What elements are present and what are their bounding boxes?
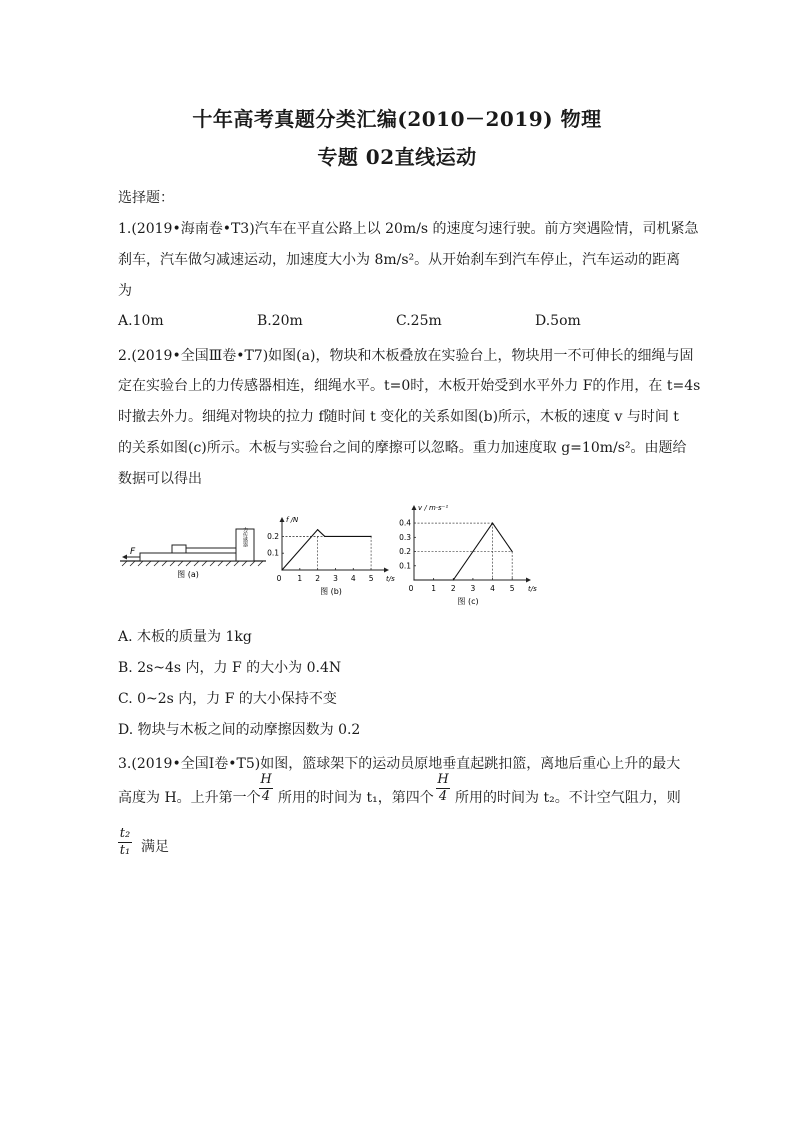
q2-line-5: 数据可以得出 [118, 471, 202, 487]
figure-b-x-axis-label: t/s [386, 575, 395, 583]
wooden-board [140, 553, 236, 561]
figure-b-series-line [282, 530, 371, 570]
q1-option-d: D.5om [535, 313, 581, 329]
q3-fraction-2-numerator: H [437, 772, 449, 787]
figure-c-y-tick-label: 0.3 [399, 532, 411, 542]
figure-c-x-tick-label: 0 [408, 584, 414, 593]
q3-fraction-1-denominator: 4 [261, 789, 271, 804]
figure-c-x-axis-arrow [526, 578, 531, 583]
figure-a-caption: 图 (a) [177, 570, 199, 579]
q3-line-2-part-b: 所用的时间为 t₁，第四个 [278, 790, 434, 806]
section-label: 选择题： [118, 190, 174, 206]
q1-line-3: 为 [118, 283, 132, 299]
q3-fraction-1 [259, 772, 273, 805]
figure-b-caption: 图 (b) [320, 587, 342, 596]
q1-option-a: A.10m [118, 313, 164, 329]
figure-c-x-tick-label: 5 [509, 584, 515, 593]
figure-b-x-tick-label: 0 [276, 574, 282, 583]
q3-fraction-3-denominator: t₁ [119, 843, 131, 858]
figure-b-y-tick-label: 0.1 [267, 548, 279, 558]
q3-line-2-part-a: 高度为 H。上升第一个 [118, 790, 261, 806]
figure-b-chart [268, 508, 394, 603]
figure-c-data-point [492, 523, 493, 524]
figure-c-y-tick-label: 0.4 [399, 518, 411, 528]
figure-b-x-tick-label: 4 [350, 574, 356, 583]
figure-c-y-axis-label: v / m·s⁻¹ [418, 504, 449, 512]
q2-option-b: B. 2s~4s 内，力 F 的大小为 0.4N [118, 660, 342, 676]
figure-c-x-tick-label: 4 [490, 584, 495, 593]
q3-fraction-3-numerator: t₂ [119, 826, 131, 841]
figure-c-x-axis-label: t/s [528, 585, 537, 593]
figure-c-x-tick-label: 2 [450, 584, 456, 593]
figure-a-diagram [118, 525, 268, 615]
figure-b-data-point [324, 536, 325, 537]
figure-c-chart [396, 500, 537, 612]
figure-c-x-tick-label: 3 [470, 584, 476, 593]
force-arrow-head [122, 555, 127, 560]
q3-line-1: 3.(2019•全国Ⅰ卷•T5)如图，篮球架下的运动员原地垂直起跳扣篮，离地后重心上升的最大 [118, 756, 681, 772]
figure-b-y-axis-arrow [280, 517, 285, 522]
figure-b-x-tick-label: 3 [333, 574, 338, 583]
q2-line-4: 的关系如图(c)所示。木板与实验台之间的摩擦可以忽略。重力加速度取 g=10m/s²。由题给 [118, 440, 687, 456]
figure-c-y-axis-arrow [412, 505, 417, 510]
figure-c-data-point [453, 579, 454, 580]
q3-fraction-3 [118, 826, 132, 859]
figure-c-y-tick-label: 0.2 [399, 547, 411, 557]
figure-b-x-tick-label: 5 [368, 574, 374, 583]
page-subtitle: 专题 02直线运动 [317, 145, 477, 169]
figure-b-x-tick-label: 2 [315, 574, 321, 583]
q3-fraction-2-denominator: 4 [438, 789, 448, 804]
q3-fraction-1-numerator: H [260, 772, 272, 787]
q1-line-2: 刹车，汽车做匀减速运动，加速度大小为 8m/s²。从开始刹车到汽车停止，汽车运动的距离 [118, 252, 681, 268]
force-label: F [130, 547, 136, 557]
figure-b-data-point [317, 529, 318, 530]
figure-c-x-tick-label: 1 [431, 584, 437, 593]
figure-b-data-point [281, 569, 282, 570]
q2-line-2: 定在实验台上的力传感器相连，细绳水平。t=0时，木板开始受到水平外力 F的作用，在 t=4s [118, 378, 701, 394]
figure-b-y-axis-label: f /N [286, 516, 299, 524]
figure-b-data-point [370, 536, 371, 537]
q3-line-3: 满足 [141, 839, 169, 855]
q2-option-c: C. 0~2s 内，力 F 的大小保持不变 [118, 691, 337, 707]
figure-b-x-tick-label: 1 [297, 574, 303, 583]
figure-c-data-point [413, 579, 414, 580]
q1-line-1: 1.(2019•海南卷•T3)汽车在平直公路上以 20m/s 的速度匀速行驶。前方突遇险情，司机紧急 [118, 221, 699, 237]
force-sensor-label: 力传感器 [242, 527, 248, 547]
figure-c-y-tick-label: 0.1 [399, 561, 411, 571]
figure-c-caption: 图 (c) [457, 597, 479, 606]
q2-line-1: 2.(2019•全国Ⅲ卷•T7)如图(a)，物块和木板叠放在实验台上，物块用一不可伸长的细绳与固 [118, 348, 694, 364]
figure-b-x-axis-arrow [384, 568, 389, 573]
q3-fraction-2 [436, 772, 450, 805]
block [172, 545, 186, 553]
q2-line-3: 时撤去外力。细绳对物块的拉力 f随时间 t 变化的关系如图(b)所示，木板的速度 v 与时间 t [118, 409, 679, 425]
page-title: 十年高考真题分类汇编(2010－2019) 物理 [192, 107, 602, 131]
q2-option-a: A. 木板的质量为 1kg [118, 629, 252, 645]
q1-option-b: B.20m [257, 313, 303, 329]
q3-line-2-part-c: 所用的时间为 t₂。不计空气阻力，则 [455, 790, 681, 806]
q2-option-d: D. 物块与木板之间的动摩擦因数为 0.2 [118, 722, 361, 738]
table-hatching [122, 561, 263, 566]
figure-b-y-tick-label: 0.2 [267, 531, 279, 541]
q1-option-c: C.25m [396, 313, 442, 329]
figure-c-data-point [512, 551, 513, 552]
